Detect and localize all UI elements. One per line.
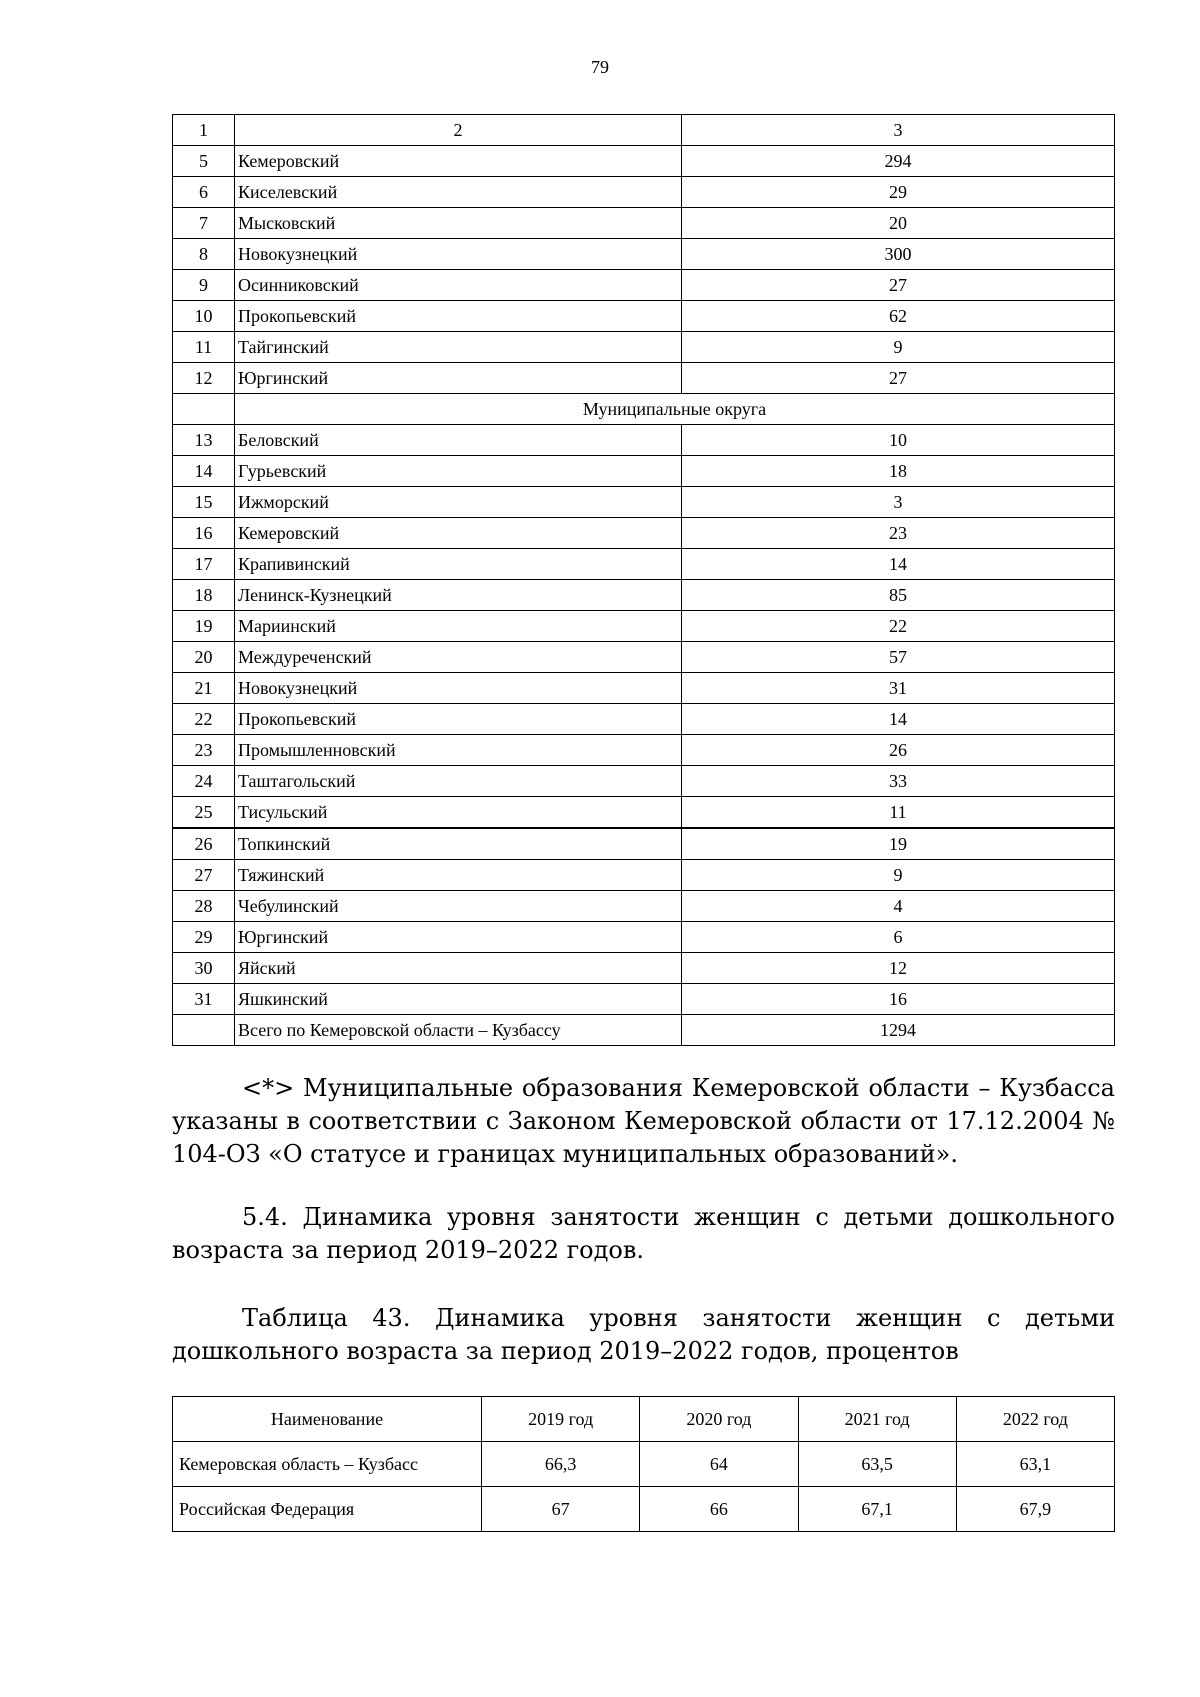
row-number: 13 xyxy=(173,425,235,456)
row-number: 12 xyxy=(173,363,235,394)
municipality-name: Осинниковский xyxy=(235,270,682,301)
table-row xyxy=(173,332,1115,363)
table-row xyxy=(173,425,1115,456)
municipality-name: Яйский xyxy=(235,953,682,984)
row-value: 16 xyxy=(682,984,1115,1015)
table-cell: 66 xyxy=(640,1487,798,1532)
municipality-name: Мысковский xyxy=(235,208,682,239)
column-header: 2022 год xyxy=(956,1397,1114,1442)
row-value: 33 xyxy=(682,766,1115,797)
municipality-name: Новокузнецкий xyxy=(235,239,682,270)
municipality-name: Тисульский xyxy=(235,797,682,829)
table-row xyxy=(173,549,1115,580)
row-value: 294 xyxy=(682,146,1115,177)
table-row xyxy=(173,828,1115,860)
row-value: 27 xyxy=(682,363,1115,394)
row-number: 15 xyxy=(173,487,235,518)
row-number: 19 xyxy=(173,611,235,642)
row-value: 19 xyxy=(682,828,1115,860)
row-number: 23 xyxy=(173,735,235,766)
total-value: 1294 xyxy=(682,1015,1115,1046)
row-number: 30 xyxy=(173,953,235,984)
table-header-row xyxy=(173,1397,1115,1442)
table-row xyxy=(173,1487,1115,1532)
empty-cell xyxy=(173,394,235,425)
section-row xyxy=(173,394,1115,425)
column-header: 2020 год xyxy=(640,1397,798,1442)
column-header: 2019 год xyxy=(482,1397,640,1442)
municipality-name: Новокузнецкий xyxy=(235,673,682,704)
table-cell: 67,1 xyxy=(798,1487,956,1532)
empty-cell xyxy=(173,1015,235,1046)
table-row xyxy=(173,1442,1115,1487)
row-value: 14 xyxy=(682,549,1115,580)
section-label: Муниципальные округа xyxy=(235,394,1115,425)
table-cell: 67 xyxy=(482,1487,640,1532)
row-value: 18 xyxy=(682,456,1115,487)
municipality-name: Юргинский xyxy=(235,922,682,953)
row-value: 29 xyxy=(682,177,1115,208)
table-row xyxy=(173,611,1115,642)
table-row xyxy=(173,487,1115,518)
row-number: 18 xyxy=(173,580,235,611)
page-number: 79 xyxy=(591,57,609,77)
row-value: 11 xyxy=(682,797,1115,829)
total-label: Всего по Кемеровской области – Кузбассу xyxy=(235,1015,682,1046)
municipality-name: Топкинский xyxy=(235,828,682,860)
municipality-name: Прокопьевский xyxy=(235,301,682,332)
municipality-name: Прокопьевский xyxy=(235,704,682,735)
table-row xyxy=(173,518,1115,549)
row-number: 9 xyxy=(173,270,235,301)
row-value: 9 xyxy=(682,332,1115,363)
municipality-name: Таштагольский xyxy=(235,766,682,797)
total-row xyxy=(173,1015,1115,1046)
row-number: 29 xyxy=(173,922,235,953)
row-value: 14 xyxy=(682,704,1115,735)
row-value: 10 xyxy=(682,425,1115,456)
table-cell: Кемеровская область – Кузбасс xyxy=(173,1442,482,1487)
table-row xyxy=(173,301,1115,332)
table-row xyxy=(173,953,1115,984)
municipality-name: Междуреченский xyxy=(235,642,682,673)
row-number: 8 xyxy=(173,239,235,270)
table-row xyxy=(173,270,1115,301)
municipalities-table xyxy=(172,114,1115,1046)
row-value: 31 xyxy=(682,673,1115,704)
row-number: 7 xyxy=(173,208,235,239)
row-value: 6 xyxy=(682,922,1115,953)
column-header: Наименование xyxy=(173,1397,482,1442)
table-row xyxy=(173,797,1115,829)
table-row xyxy=(173,208,1115,239)
table-row xyxy=(173,363,1115,394)
row-value: 20 xyxy=(682,208,1115,239)
municipality-name: Беловский xyxy=(235,425,682,456)
column-header: 1 xyxy=(173,115,235,146)
row-number: 5 xyxy=(173,146,235,177)
row-number: 31 xyxy=(173,984,235,1015)
row-number: 26 xyxy=(173,828,235,860)
row-number: 20 xyxy=(173,642,235,673)
table-row xyxy=(173,146,1115,177)
table-caption-text: Таблица 43. Динамика уровня занятости женщин с детьми дошкольного возраста за период 2019–2022 годов, процентов xyxy=(172,1304,1115,1365)
table-cell: 63,1 xyxy=(956,1442,1114,1487)
row-number: 14 xyxy=(173,456,235,487)
row-number: 21 xyxy=(173,673,235,704)
table-cell: 67,9 xyxy=(956,1487,1114,1532)
municipality-name: Ижморский xyxy=(235,487,682,518)
column-header: 3 xyxy=(682,115,1115,146)
table-row xyxy=(173,735,1115,766)
municipality-name: Кемеровский xyxy=(235,146,682,177)
municipality-name: Яшкинский xyxy=(235,984,682,1015)
table-cell: 64 xyxy=(640,1442,798,1487)
table-row xyxy=(173,580,1115,611)
row-number: 27 xyxy=(173,860,235,891)
municipality-name: Крапивинский xyxy=(235,549,682,580)
row-number: 10 xyxy=(173,301,235,332)
row-value: 26 xyxy=(682,735,1115,766)
row-number: 24 xyxy=(173,766,235,797)
row-number: 6 xyxy=(173,177,235,208)
table-row xyxy=(173,456,1115,487)
municipality-name: Чебулинский xyxy=(235,891,682,922)
row-value: 9 xyxy=(682,860,1115,891)
table-row xyxy=(173,177,1115,208)
table-row xyxy=(173,766,1115,797)
municipality-name: Тяжинский xyxy=(235,860,682,891)
row-value: 62 xyxy=(682,301,1115,332)
footnote xyxy=(172,1072,1115,1171)
table-cell: 63,5 xyxy=(798,1442,956,1487)
table-row xyxy=(173,239,1115,270)
row-value: 85 xyxy=(682,580,1115,611)
municipality-name: Тайгинский xyxy=(235,332,682,363)
municipality-name: Гурьевский xyxy=(235,456,682,487)
table-row xyxy=(173,860,1115,891)
table-row xyxy=(173,673,1115,704)
row-number: 16 xyxy=(173,518,235,549)
municipality-name: Киселевский xyxy=(235,177,682,208)
municipality-name: Юргинский xyxy=(235,363,682,394)
municipality-name: Кемеровский xyxy=(235,518,682,549)
municipality-name: Промышленновский xyxy=(235,735,682,766)
row-value: 22 xyxy=(682,611,1115,642)
row-number: 25 xyxy=(173,797,235,829)
row-value: 23 xyxy=(682,518,1115,549)
row-number: 17 xyxy=(173,549,235,580)
row-number: 22 xyxy=(173,704,235,735)
table-cell: Российская Федерация xyxy=(173,1487,482,1532)
table-cell: 66,3 xyxy=(482,1442,640,1487)
row-value: 4 xyxy=(682,891,1115,922)
employment-table xyxy=(172,1396,1115,1532)
table-row xyxy=(173,704,1115,735)
row-number: 28 xyxy=(173,891,235,922)
column-header: 2021 год xyxy=(798,1397,956,1442)
table-header-row xyxy=(173,115,1115,146)
table-row xyxy=(173,891,1115,922)
table-caption xyxy=(172,1302,1115,1368)
municipality-name: Мариинский xyxy=(235,611,682,642)
row-value: 3 xyxy=(682,487,1115,518)
table-row xyxy=(173,642,1115,673)
footnote-text: <*> Муниципальные образования Кемеровской области – Кузбасса указаны в соответствии с Законом Кемеровской области от 17.12.2004 № 104-ОЗ «О статусе и границах муниципальных образований». xyxy=(172,1074,1115,1168)
municipality-name: Ленинск-Кузнецкий xyxy=(235,580,682,611)
row-value: 300 xyxy=(682,239,1115,270)
section-heading-text: 5.4. Динамика уровня занятости женщин с детьми дошкольного возраста за период 2019–2022 годов. xyxy=(172,1203,1115,1264)
row-number: 11 xyxy=(173,332,235,363)
table-row xyxy=(173,984,1115,1015)
row-value: 57 xyxy=(682,642,1115,673)
column-header: 2 xyxy=(235,115,682,146)
row-value: 27 xyxy=(682,270,1115,301)
row-value: 12 xyxy=(682,953,1115,984)
table-row xyxy=(173,922,1115,953)
section-heading xyxy=(172,1201,1115,1267)
